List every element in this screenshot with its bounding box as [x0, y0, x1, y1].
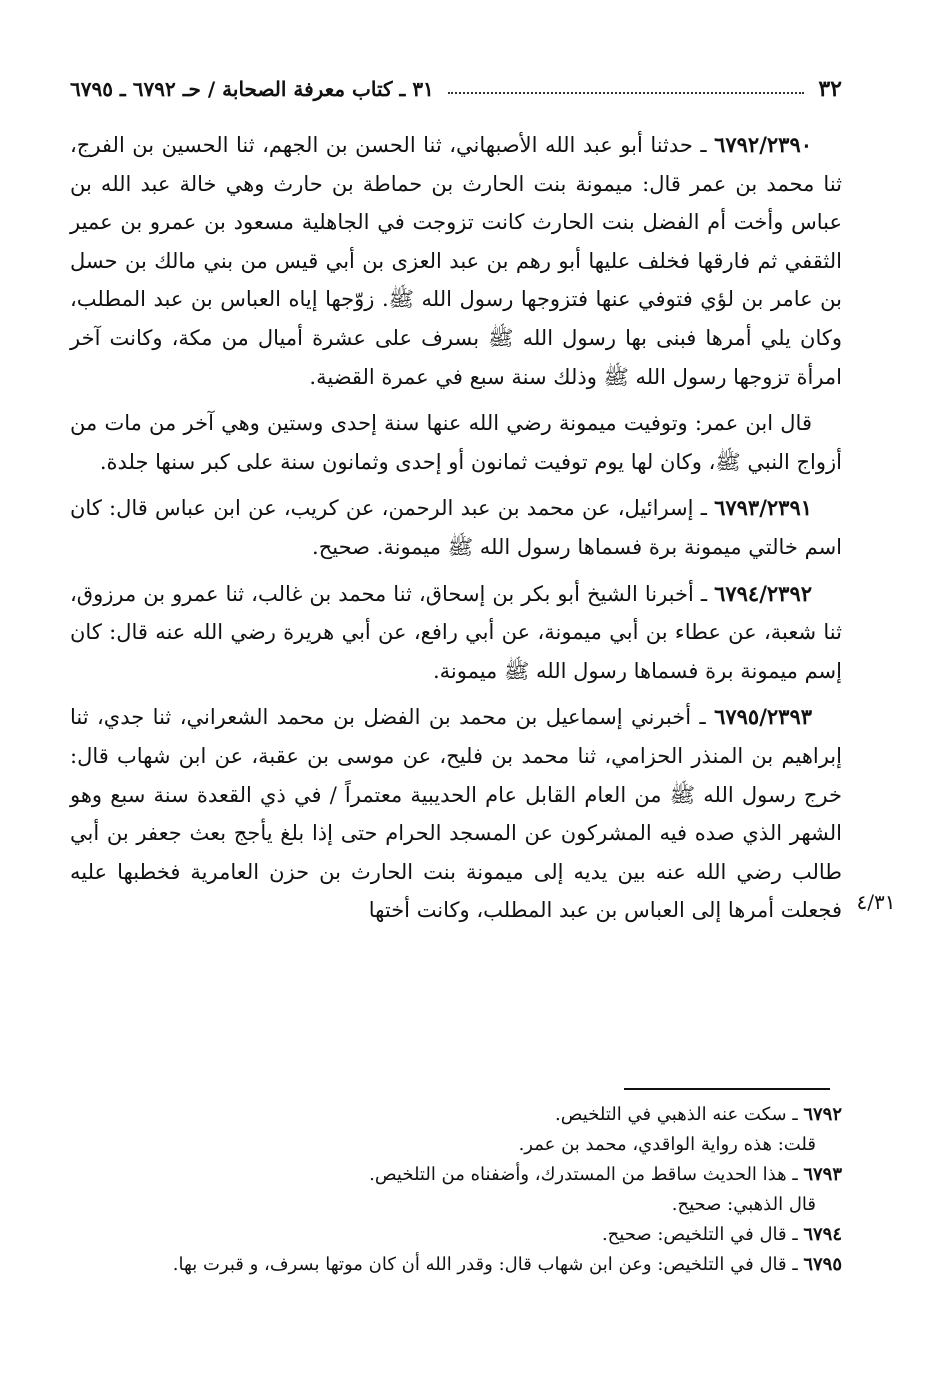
- hadith-number: ٦٧٩٥/٢٣٩٣: [714, 704, 812, 730]
- hadith-paragraph: [70, 489, 842, 566]
- hadith-paragraph: [70, 404, 842, 481]
- footnote-text: ـ قال في التلخيص: وعن ابن شهاب قال: وقدر الله أن كان موتها بسرف، و قبرت بها.: [172, 1254, 804, 1275]
- hadith-text: ـ إسرائيل، عن محمد بن عبد الرحمن، عن كريب، عن ابن عباس قال: كان اسم خالتي ميمونة برة فسماها رسول الله ﷺ ميمونة. صحيح.: [70, 496, 842, 559]
- hadith-text: ـ حدثنا أبو عبد الله الأصبهاني، ثنا الحسن بن الجهم، ثنا الحسين بن الفرج، ثنا محمد بن عمر قال: ميمونة بنت الحارث بن حماطة بن حارث وهي خالة عبد الله بن عباس وأخت أم الفضل بنت الحارث كانت تزوجت في الجاهلية مسعود بن عمرو بن عمير الثقفي ثم فارقها فخلف عليها أبو رهم بن عبد العزى بن أبي قيس من بني مالك بن حسل بن عامر بن لؤي فتوفي عنها فتزوجها رسول الله ﷺ. زوّجها إياه العباس بن عبد المطلب، وكان يلي أمرها فبنى بها رسول الله ﷺ بسرف على عشرة أميال من مكة، وكانت آخر امرأة تزوجها رسول الله ﷺ وذلك سنة سبع في عمرة القضية.: [70, 133, 842, 389]
- footnote-separator: [624, 1088, 830, 1090]
- footnote: [70, 1100, 842, 1130]
- hadith-text: ـ أخبرنا الشيخ أبو بكر بن إسحاق، ثنا محمد بن غالب، ثنا عمرو بن مرزوق، ثنا شعبة، عن عطاء بن أبي ميمونة، عن أبي رافع، عن أبي هريرة رضي الله عنه قال: كان إسم ميمونة برة فسماها رسول الله ﷺ ميمونة.: [70, 581, 842, 683]
- margin-page-reference: ٤/٣١: [856, 890, 896, 914]
- running-title: ٣١ ـ كتاب معرفة الصحابة / حـ ٦٧٩٢ ـ ٦٧٩٥: [70, 77, 434, 101]
- footnote-text: ـ قال في التلخيص: صحيح.: [601, 1224, 804, 1245]
- footnote-number: ٦٧٩٥: [803, 1254, 842, 1275]
- hadith-text: قال ابن عمر: وتوفيت ميمونة رضي الله عنها سنة إحدى وستين وهي آخر من مات من أزواج النبي ﷺ، وكان لها يوم توفيت ثمانون أو إحدى وثمانون سنة على كبر سنها جلدة.: [70, 411, 842, 474]
- hadith-text: ـ أخبرني إسماعيل بن محمد بن الفضل بن محمد الشعراني، ثنا جدي، ثنا إبراهيم بن المنذر الحزامي، ثنا محمد بن فليح، عن موسى بن عقبة، عن ابن شهاب قال: خرج رسول الله ﷺ من العام القابل عام الحديبية معتمراً / في ذي القعدة سنة سبع وهو الشهر الذي صده فيه المشركون عن المسجد الحرام حتى إذا بلغ يأجج بعث جعفر بن أبي طالب رضي الله عنه بين يديه إلى ميمونة بنت الحارث بن حزن العامرية فخطبها عليه فجعلت أمرها إلى العباس بن عبد المطلب، وكانت أختها: [70, 705, 842, 923]
- hadith-paragraph: [70, 575, 842, 691]
- hadith-number: ٦٧٩٣/٢٣٩١: [714, 495, 812, 521]
- footnote-text: قلت: هذه رواية الواقدي، محمد بن عمر.: [518, 1134, 816, 1155]
- hadith-paragraph: [70, 126, 842, 396]
- footnote-number: ٦٧٩٣: [803, 1164, 842, 1185]
- header-dot-leader: [448, 92, 805, 94]
- footnote: [70, 1130, 842, 1160]
- footnote-text: ـ هذا الحديث ساقط من المستدرك، وأضفناه من التلخيص.: [369, 1164, 804, 1185]
- hadith-number: ٦٧٩٤/٢٣٩٢: [714, 580, 812, 606]
- footnote: [70, 1250, 842, 1280]
- footnote-text: قال الذهبي: صحيح.: [671, 1194, 816, 1215]
- main-text: [70, 126, 842, 938]
- hadith-number: ٦٧٩٢/٢٣٩٠: [714, 132, 812, 157]
- footnote: [70, 1190, 842, 1220]
- footnotes: [70, 1100, 842, 1280]
- footnote: [70, 1160, 842, 1190]
- page-header: [70, 72, 842, 106]
- footnote-number: ٦٧٩٢: [803, 1104, 842, 1125]
- page-number: ٣٢: [818, 76, 842, 102]
- hadith-paragraph: [70, 698, 842, 930]
- footnote-number: ٦٧٩٤: [803, 1224, 842, 1245]
- footnote-text: ـ سكت عنه الذهبي في التلخيص.: [555, 1104, 804, 1125]
- footnote: [70, 1220, 842, 1250]
